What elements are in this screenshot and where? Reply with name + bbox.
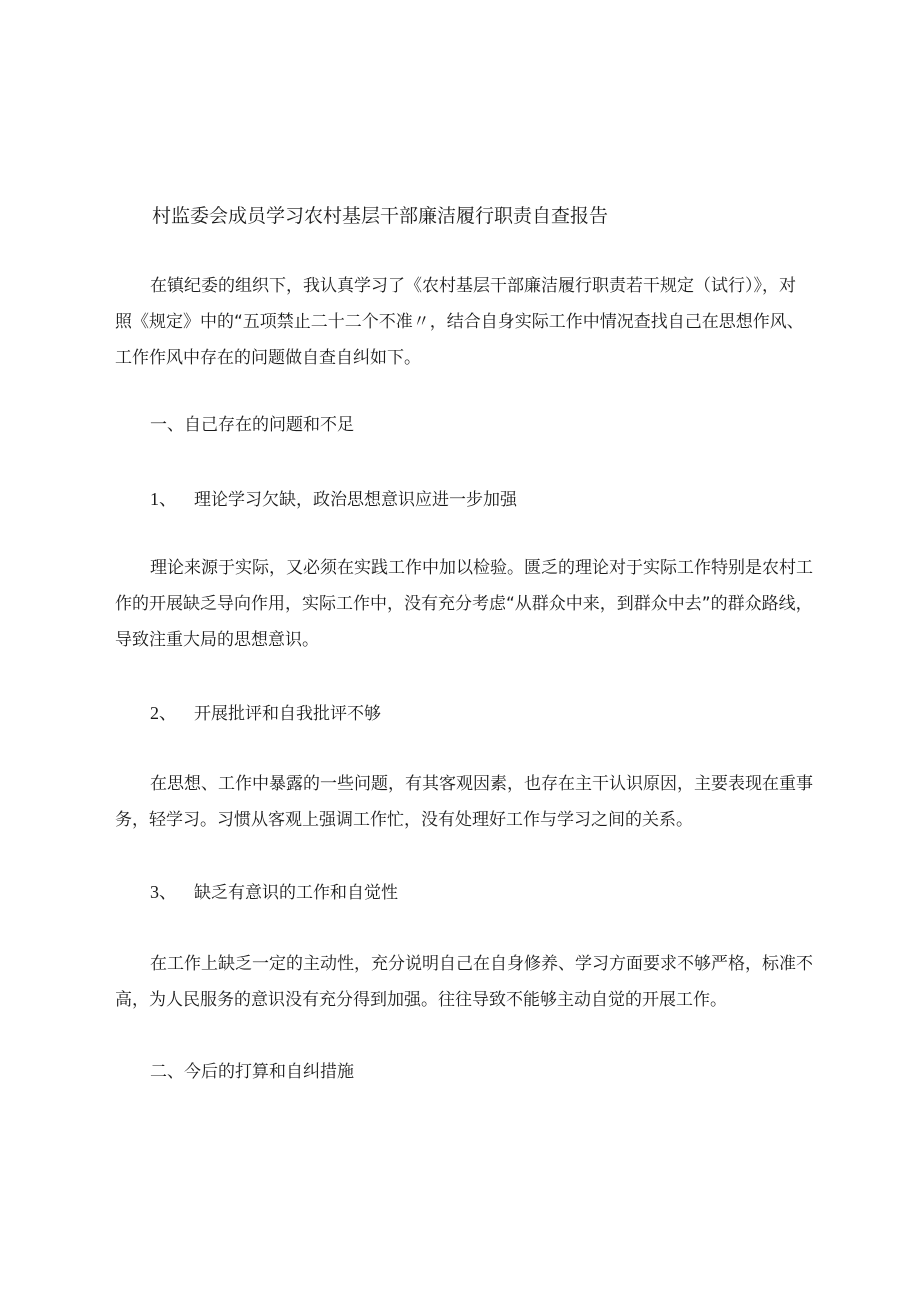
- intro-paragraph: [115, 268, 815, 376]
- item-3-title: 缺乏有意识的工作和自觉性: [194, 883, 398, 903]
- item-3-number: 3、: [150, 882, 177, 902]
- item-1-line-3: 导致注重大局的思想意识。: [115, 630, 319, 650]
- intro-line-1: 在镇纪委的组织下，我认真学习了《农村基层干部廉洁履行职责若干规定（试行）》，对: [150, 276, 796, 296]
- item-1-number: 1、: [150, 489, 177, 509]
- intro-line-3: 工作作风中存在的问题做自查自纠如下。: [115, 348, 421, 368]
- item-2-number: 2、: [150, 703, 177, 723]
- intro-line-2: 照《规定》中的“五项禁止二十二个不准〃，结合自身实际工作中情况查找自己在思想作风、: [115, 312, 804, 332]
- section-1-heading: 一、自己存在的问题和不足: [150, 415, 354, 435]
- section-2-heading: 二、今后的打算和自纠措施: [150, 1062, 354, 1082]
- item-2-paragraph: [115, 766, 815, 838]
- item-3-heading: [150, 877, 398, 908]
- item-1-paragraph: [115, 550, 815, 658]
- item-3-line-1: 在工作上缺乏一定的主动性，充分说明自己在自身修养、学习方面要求不够严格，标准不: [150, 954, 813, 974]
- item-1-line-2: 作的开展缺乏导向作用，实际工作中，没有充分考虑“从群众中来，到群众中去”的群众路线，: [115, 594, 813, 614]
- item-3-paragraph: [115, 946, 815, 1018]
- item-3-line-2: 高，为人民服务的意识没有充分得到加强。往往导致不能够主动自觉的开展工作。: [115, 990, 727, 1010]
- document-title: 村监委会成员学习农村基层干部廉洁履行职责自查报告: [152, 205, 609, 227]
- item-2-heading: [150, 698, 381, 729]
- item-2-line-1: 在思想、工作中暴露的一些问题，有其客观因素，也存在主干认识原因，主要表现在重事: [150, 774, 813, 794]
- item-2-title: 开展批评和自我批评不够: [194, 704, 381, 724]
- item-1-title: 理论学习欠缺，政治思想意识应进一步加强: [194, 490, 517, 510]
- item-1-heading: [150, 484, 517, 515]
- item-1-line-1: 理论来源于实际，又必须在实践工作中加以检验。匮乏的理论对于实际工作特别是农村工: [150, 558, 813, 578]
- item-2-line-2: 务，轻学习。习惯从客观上强调工作忙，没有处理好工作与学习之间的关系。: [115, 810, 693, 830]
